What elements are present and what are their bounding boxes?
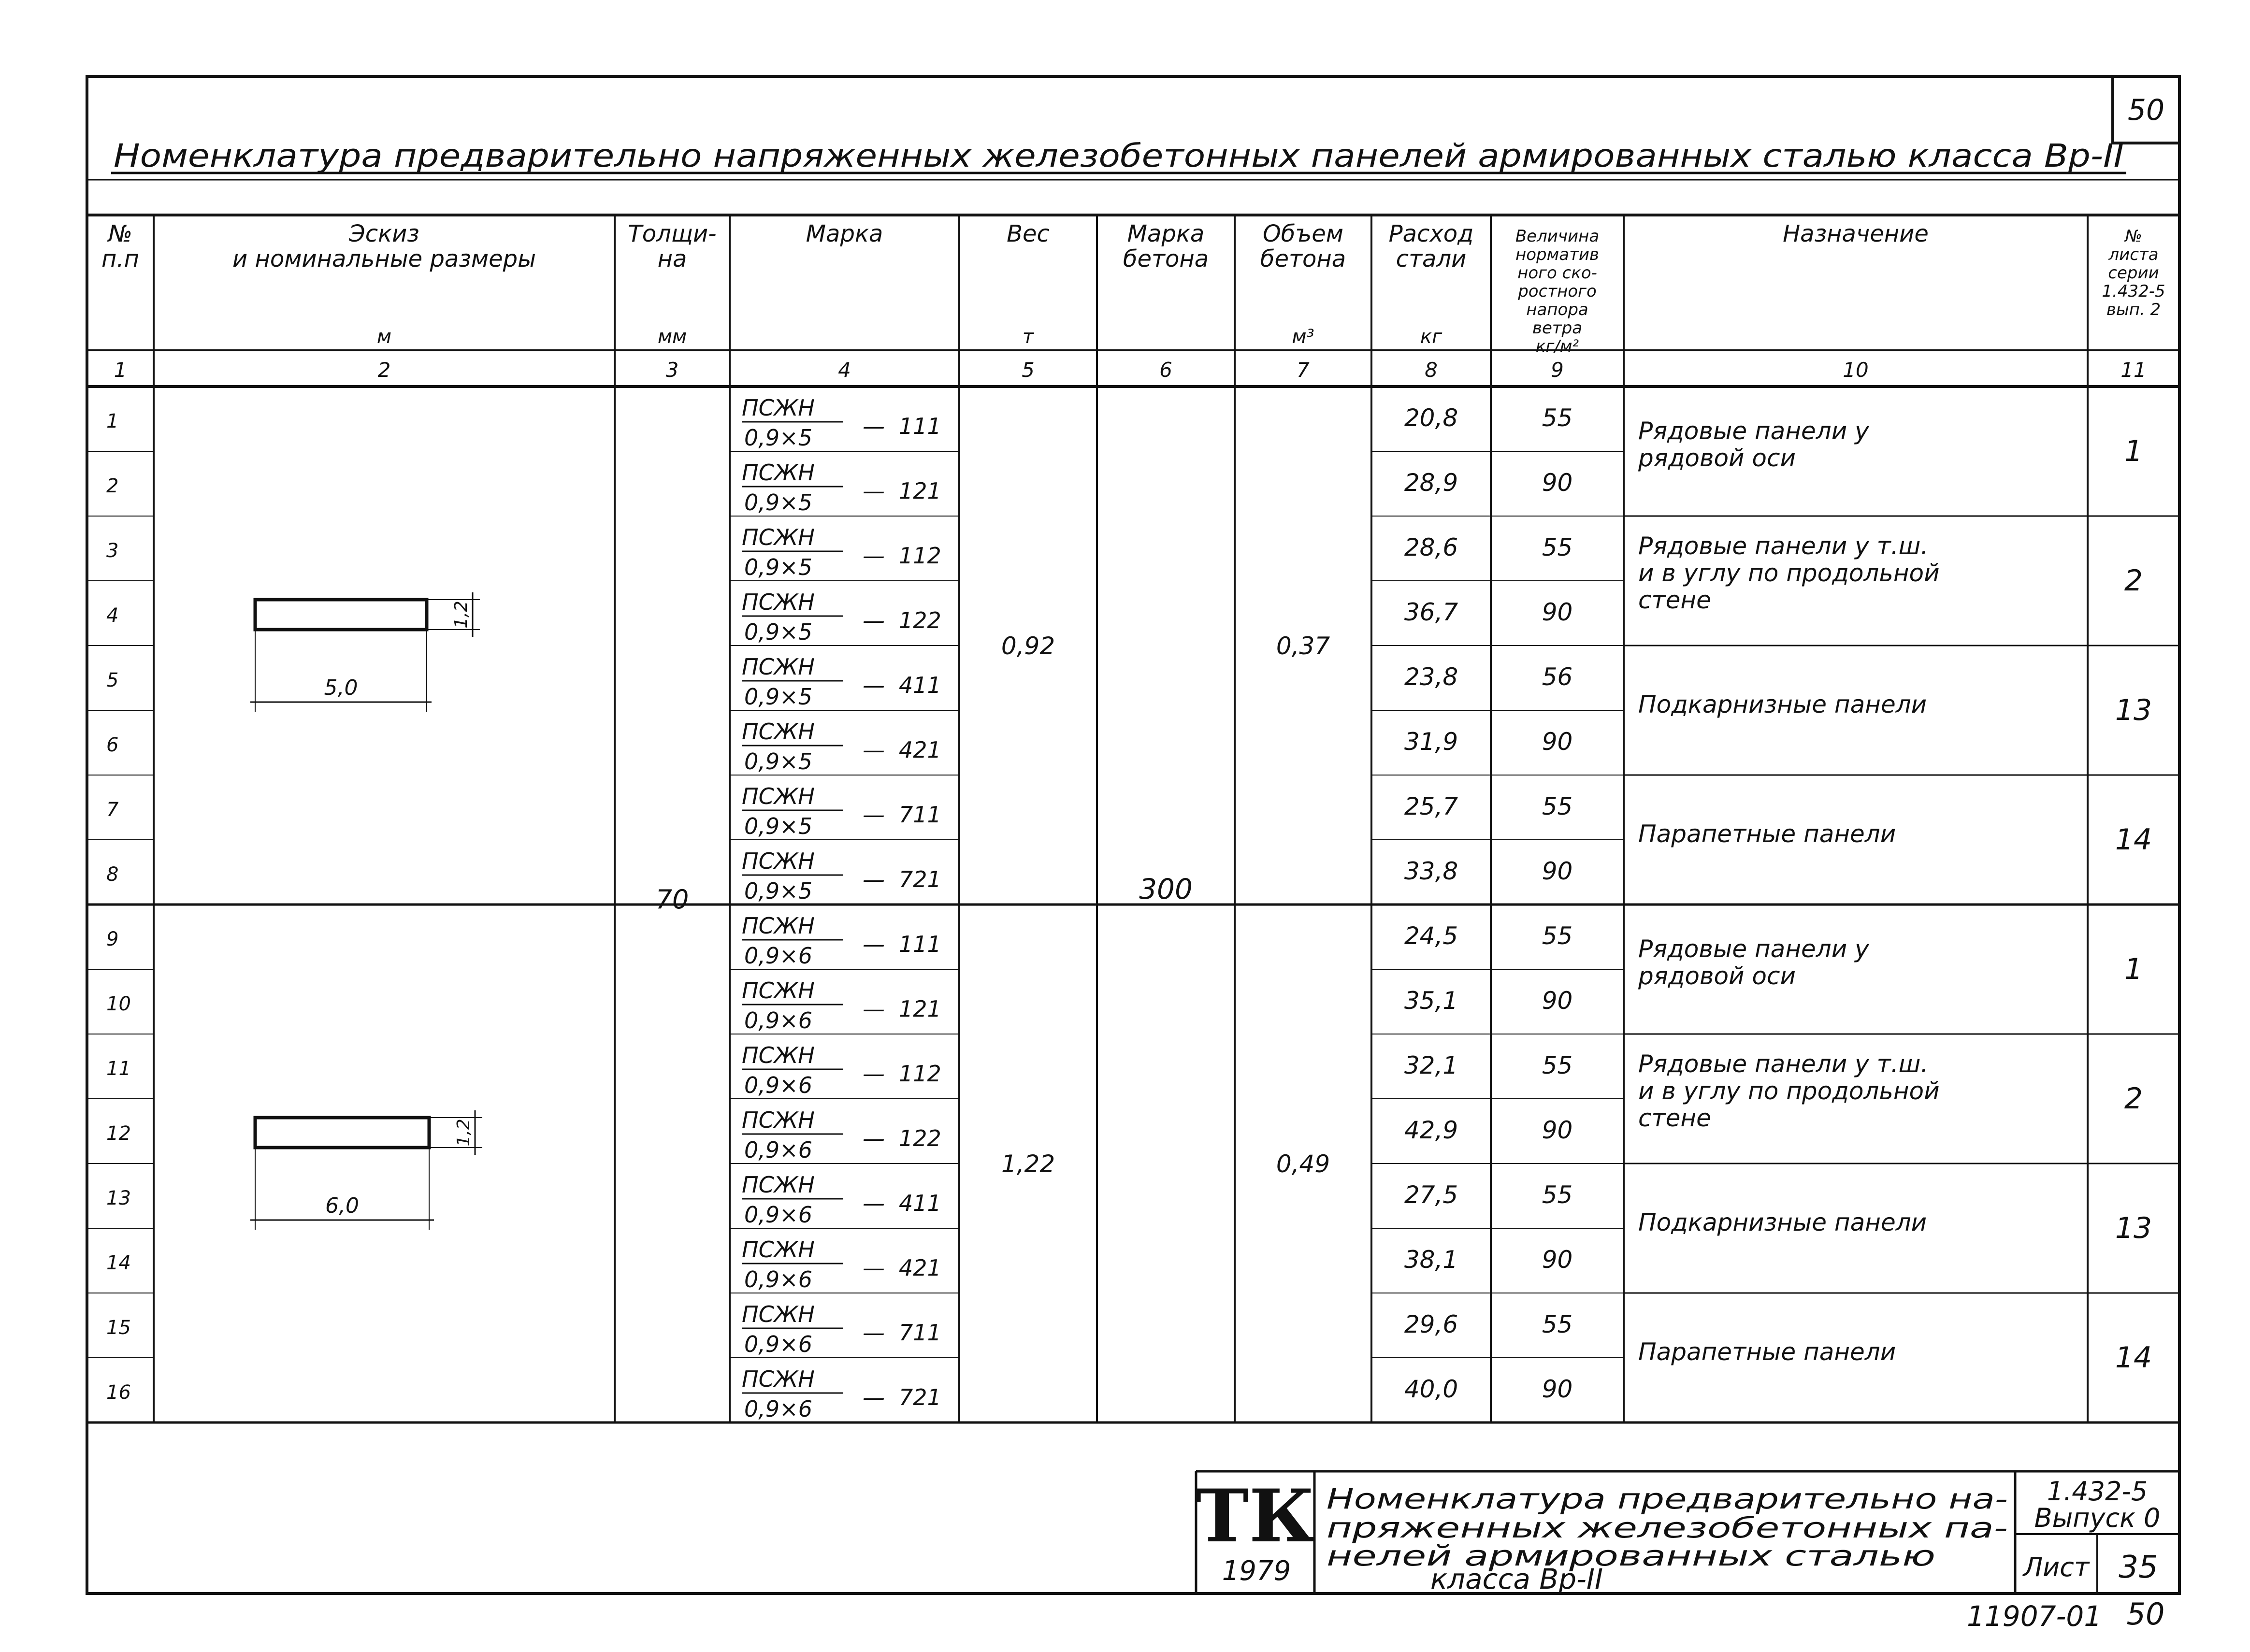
mark-dash: — xyxy=(863,802,885,828)
column-number: 4 xyxy=(838,358,851,382)
header-c1-line: п.п xyxy=(101,245,140,273)
header-c11-line: № xyxy=(2125,227,2142,246)
mark-suffix: 711 xyxy=(899,802,941,828)
steel-consumption-value: 27,5 xyxy=(1404,1181,1458,1209)
mark-dash: — xyxy=(863,996,885,1022)
mark-dash: — xyxy=(863,672,885,698)
sketch-height-label: 1,2 xyxy=(454,1119,474,1147)
row-number: 9 xyxy=(106,928,119,950)
mark-top: ПСЖН xyxy=(742,524,815,550)
mark-top: ПСЖН xyxy=(742,1042,815,1068)
wind-pressure-value: 55 xyxy=(1542,404,1573,432)
mark-bottom: 0,9×6 xyxy=(744,943,812,969)
mark-top: ПСЖН xyxy=(742,977,815,1004)
steel-consumption-value: 29,6 xyxy=(1404,1310,1458,1338)
purpose-text: рядовой оси xyxy=(1638,962,1796,990)
mark-dash: — xyxy=(863,1190,885,1216)
mark-suffix: 112 xyxy=(899,543,941,569)
unit-label: т xyxy=(1022,326,1034,348)
mark-bottom: 0,9×5 xyxy=(744,619,812,645)
header-c10-line: Назначение xyxy=(1783,220,1929,247)
mark-top: ПСЖН xyxy=(742,1236,815,1263)
mark-dash: — xyxy=(863,413,885,439)
header-c9-line: Величина xyxy=(1515,227,1600,246)
wind-pressure-value: 56 xyxy=(1542,663,1573,691)
header-c2-line: Эскиз xyxy=(349,220,419,247)
header-c11-line: листа xyxy=(2108,245,2159,264)
mark-dash: — xyxy=(863,866,885,892)
mark-top: ПСЖН xyxy=(742,848,815,874)
mark-dash: — xyxy=(863,543,885,569)
weight-value: 0,92 xyxy=(1001,632,1055,660)
header-c11-line: вып. 2 xyxy=(2106,300,2161,319)
mark-suffix: 721 xyxy=(899,866,941,892)
purpose-text: Парапетные панели xyxy=(1638,820,1896,848)
purpose-text: и в углу по продольной xyxy=(1638,559,1940,587)
header-c5-line: Вес xyxy=(1007,220,1050,247)
mark-bottom: 0,9×5 xyxy=(744,684,812,710)
header-c9-line: ного ско- xyxy=(1517,263,1597,283)
sketch-height-label: 1,2 xyxy=(451,601,471,629)
mark-bottom: 0,9×5 xyxy=(744,748,812,775)
sheet-number: 50 xyxy=(2127,93,2165,127)
tk-logo: ТК xyxy=(1195,1474,1315,1559)
sheet-value: 35 xyxy=(2119,1550,2158,1585)
wind-pressure-value: 55 xyxy=(1542,1181,1573,1209)
wind-pressure-value: 90 xyxy=(1542,857,1573,885)
mark-top: ПСЖН xyxy=(742,460,815,486)
header-c6-line: бетона xyxy=(1123,245,1209,273)
header-c8-line: стали xyxy=(1396,245,1467,273)
steel-consumption-value: 28,9 xyxy=(1404,469,1458,497)
mark-dash: — xyxy=(863,1255,885,1281)
header-c9-line: ростного xyxy=(1518,282,1597,301)
purpose-text: стене xyxy=(1638,586,1711,614)
series-sheet-number: 2 xyxy=(2124,564,2143,598)
mark-suffix: 421 xyxy=(899,1255,941,1281)
mark-suffix: 721 xyxy=(899,1384,941,1410)
header-c9-line: напора xyxy=(1526,300,1588,319)
mark-top: ПСЖН xyxy=(742,718,815,745)
series-code: 1.432-5 xyxy=(2047,1476,2148,1507)
column-number: 2 xyxy=(377,358,391,382)
concrete-grade-value: 300 xyxy=(1139,873,1193,905)
header-c9-line: ветра xyxy=(1532,318,1583,338)
wind-pressure-value: 90 xyxy=(1542,1116,1573,1144)
sheet-label: Лист xyxy=(2023,1552,2090,1582)
mark-top: ПСЖН xyxy=(742,395,815,421)
mark-bottom: 0,9×6 xyxy=(744,1007,812,1034)
purpose-text: Подкарнизные панели xyxy=(1638,690,1927,718)
panel-table xyxy=(87,215,2179,1422)
column-number: 6 xyxy=(1159,358,1172,382)
mark-top: ПСЖН xyxy=(742,1107,815,1133)
mark-bottom: 0,9×6 xyxy=(744,1266,812,1293)
steel-consumption-value: 36,7 xyxy=(1404,598,1458,626)
wind-pressure-value: 55 xyxy=(1542,533,1573,561)
header-c11-line: 1.432-5 xyxy=(2102,282,2165,301)
series-sheet-number: 13 xyxy=(2115,693,2152,727)
wind-pressure-value: 55 xyxy=(1542,792,1573,820)
column-number: 8 xyxy=(1425,358,1438,382)
header-c2-line: и номинальные размеры xyxy=(232,245,536,273)
mark-top: ПСЖН xyxy=(742,589,815,615)
row-number: 3 xyxy=(106,540,119,562)
header-c11-line: серии xyxy=(2108,263,2159,283)
title-block-description-2: пряженных железобетонных па- xyxy=(1327,1511,2008,1544)
row-number: 11 xyxy=(106,1058,131,1080)
mark-bottom: 0,9×6 xyxy=(744,1331,812,1357)
mark-top: ПСЖН xyxy=(742,783,815,809)
steel-consumption-value: 42,9 xyxy=(1404,1116,1458,1144)
mark-bottom: 0,9×5 xyxy=(744,813,812,839)
mark-bottom: 0,9×5 xyxy=(744,489,812,516)
steel-consumption-value: 31,9 xyxy=(1404,728,1458,756)
mark-bottom: 0,9×6 xyxy=(744,1202,812,1228)
column-number: 1 xyxy=(114,358,127,382)
drawing-title: Номенклатура предварительно напряженных железобетонных панелей армированных сталью класса Вр-II xyxy=(114,137,2124,174)
mark-suffix: 122 xyxy=(899,1125,941,1151)
row-number: 8 xyxy=(106,863,119,886)
header-c6-line: Марка xyxy=(1127,220,1205,247)
wind-pressure-value: 90 xyxy=(1542,1375,1573,1403)
mark-dash: — xyxy=(863,737,885,763)
thickness-value: 70 xyxy=(655,884,689,915)
year-label: 1979 xyxy=(1222,1555,1291,1587)
purpose-text: Парапетные панели xyxy=(1638,1338,1896,1366)
header-c4-line: Марка xyxy=(806,220,883,247)
sketch-length-label: 6,0 xyxy=(325,1193,359,1218)
steel-consumption-value: 25,7 xyxy=(1404,792,1458,820)
column-number: 7 xyxy=(1297,358,1310,382)
mark-top: ПСЖН xyxy=(742,913,815,939)
archive-page: 50 xyxy=(2126,1596,2165,1632)
mark-bottom: 0,9×5 xyxy=(744,554,812,580)
purpose-text: Рядовые панели у xyxy=(1638,935,1869,963)
steel-consumption-value: 33,8 xyxy=(1404,857,1458,885)
row-number: 10 xyxy=(106,993,131,1015)
mark-dash: — xyxy=(863,1384,885,1410)
row-number: 1 xyxy=(106,410,119,432)
mark-bottom: 0,9×6 xyxy=(744,1137,812,1163)
series-sheet-number: 14 xyxy=(2115,1341,2152,1375)
unit-label: м³ xyxy=(1292,326,1314,348)
series-sheet-number: 2 xyxy=(2124,1082,2143,1116)
series-sheet-number: 13 xyxy=(2115,1211,2152,1245)
row-number: 16 xyxy=(106,1381,131,1404)
mark-dash: — xyxy=(863,478,885,504)
mark-suffix: 121 xyxy=(899,478,941,504)
purpose-text: Рядовые панели у т.ш. xyxy=(1638,532,1929,560)
mark-top: ПСЖН xyxy=(742,1366,815,1392)
unit-label: мм xyxy=(657,326,687,348)
row-number: 15 xyxy=(106,1317,131,1339)
wind-pressure-value: 90 xyxy=(1542,1246,1573,1274)
steel-consumption-value: 40,0 xyxy=(1404,1375,1458,1403)
purpose-text: Рядовые панели у т.ш. xyxy=(1638,1050,1929,1078)
header-c9-line: норматив xyxy=(1515,245,1600,264)
mark-suffix: 111 xyxy=(899,413,941,439)
wind-pressure-value: 55 xyxy=(1542,922,1573,950)
mark-suffix: 112 xyxy=(899,1061,941,1087)
mark-bottom: 0,9×6 xyxy=(744,1396,812,1422)
row-number: 6 xyxy=(106,734,119,756)
mark-bottom: 0,9×5 xyxy=(744,425,812,451)
column-number: 9 xyxy=(1551,358,1564,382)
header-c7-line: Объем xyxy=(1262,220,1344,247)
mark-dash: — xyxy=(863,1061,885,1087)
panel-sketch-rect xyxy=(255,1118,429,1148)
panel-sketch-rect xyxy=(255,600,427,630)
issue-label: Выпуск 0 xyxy=(2034,1503,2161,1533)
header-c9-line: кг/м² xyxy=(1535,337,1579,356)
mark-dash: — xyxy=(863,931,885,957)
mark-suffix: 411 xyxy=(899,1190,941,1216)
wind-pressure-value: 90 xyxy=(1542,469,1573,497)
purpose-text: Подкарнизные панели xyxy=(1638,1208,1927,1236)
wind-pressure-value: 90 xyxy=(1542,728,1573,756)
wind-pressure-value: 90 xyxy=(1542,987,1573,1015)
mark-bottom: 0,9×5 xyxy=(744,878,812,904)
mark-top: ПСЖН xyxy=(742,1301,815,1327)
series-sheet-number: 14 xyxy=(2115,823,2152,857)
title-block-description-4: класса Вр-II xyxy=(1430,1563,1603,1595)
title-block-description-1: Номенклатура предварительно на- xyxy=(1327,1482,2008,1515)
purpose-text: рядовой оси xyxy=(1638,444,1796,472)
sketch-length-label: 5,0 xyxy=(324,675,358,700)
header-c3-line: на xyxy=(657,245,687,273)
column-number: 3 xyxy=(665,358,679,382)
mark-suffix: 411 xyxy=(899,672,941,698)
mark-suffix: 111 xyxy=(899,931,941,957)
steel-consumption-value: 35,1 xyxy=(1404,987,1458,1015)
concrete-volume-value: 0,37 xyxy=(1276,632,1330,660)
column-number: 10 xyxy=(1843,358,1869,382)
row-number: 5 xyxy=(106,669,119,691)
purpose-text: стене xyxy=(1638,1104,1711,1132)
header-c3-line: Толщи- xyxy=(628,220,717,247)
row-number: 4 xyxy=(106,604,119,627)
mark-bottom: 0,9×6 xyxy=(744,1072,812,1098)
archive-stamp: 11907-01 xyxy=(1967,1600,2102,1633)
steel-consumption-value: 28,6 xyxy=(1404,533,1458,561)
column-number: 5 xyxy=(1022,358,1035,382)
mark-top: ПСЖН xyxy=(742,654,815,680)
mark-dash: — xyxy=(863,607,885,633)
steel-consumption-value: 24,5 xyxy=(1404,922,1458,950)
mark-top: ПСЖН xyxy=(742,1172,815,1198)
steel-consumption-value: 20,8 xyxy=(1404,404,1458,432)
row-number: 13 xyxy=(106,1187,131,1209)
unit-label: кг xyxy=(1420,326,1442,348)
mark-dash: — xyxy=(863,1320,885,1346)
purpose-text: Рядовые панели у xyxy=(1638,417,1869,445)
steel-consumption-value: 38,1 xyxy=(1404,1246,1458,1274)
mark-suffix: 122 xyxy=(899,607,941,633)
mark-suffix: 121 xyxy=(899,996,941,1022)
purpose-text: и в углу по продольной xyxy=(1638,1077,1940,1105)
title-block-description-3: нелей армированных сталью xyxy=(1327,1539,1935,1572)
row-number: 12 xyxy=(106,1122,131,1145)
steel-consumption-value: 23,8 xyxy=(1404,663,1458,691)
wind-pressure-value: 55 xyxy=(1542,1051,1573,1079)
weight-value: 1,22 xyxy=(1001,1150,1055,1178)
row-number: 2 xyxy=(106,475,119,497)
mark-suffix: 421 xyxy=(899,737,941,763)
row-number: 7 xyxy=(106,799,119,821)
row-number: 14 xyxy=(106,1252,131,1274)
mark-suffix: 711 xyxy=(899,1320,941,1346)
header-c1-line: № xyxy=(108,220,132,247)
header-c8-line: Расход xyxy=(1388,220,1474,247)
wind-pressure-value: 90 xyxy=(1542,598,1573,626)
column-number: 11 xyxy=(2120,358,2147,382)
concrete-volume-value: 0,49 xyxy=(1276,1150,1330,1178)
title-block xyxy=(1195,1471,2179,1633)
series-sheet-number: 1 xyxy=(2124,952,2143,986)
series-sheet-number: 1 xyxy=(2124,434,2143,468)
unit-label: м xyxy=(376,326,392,348)
wind-pressure-value: 55 xyxy=(1542,1310,1573,1338)
steel-consumption-value: 32,1 xyxy=(1404,1051,1458,1079)
header-c7-line: бетона xyxy=(1260,245,1346,273)
mark-dash: — xyxy=(863,1125,885,1151)
